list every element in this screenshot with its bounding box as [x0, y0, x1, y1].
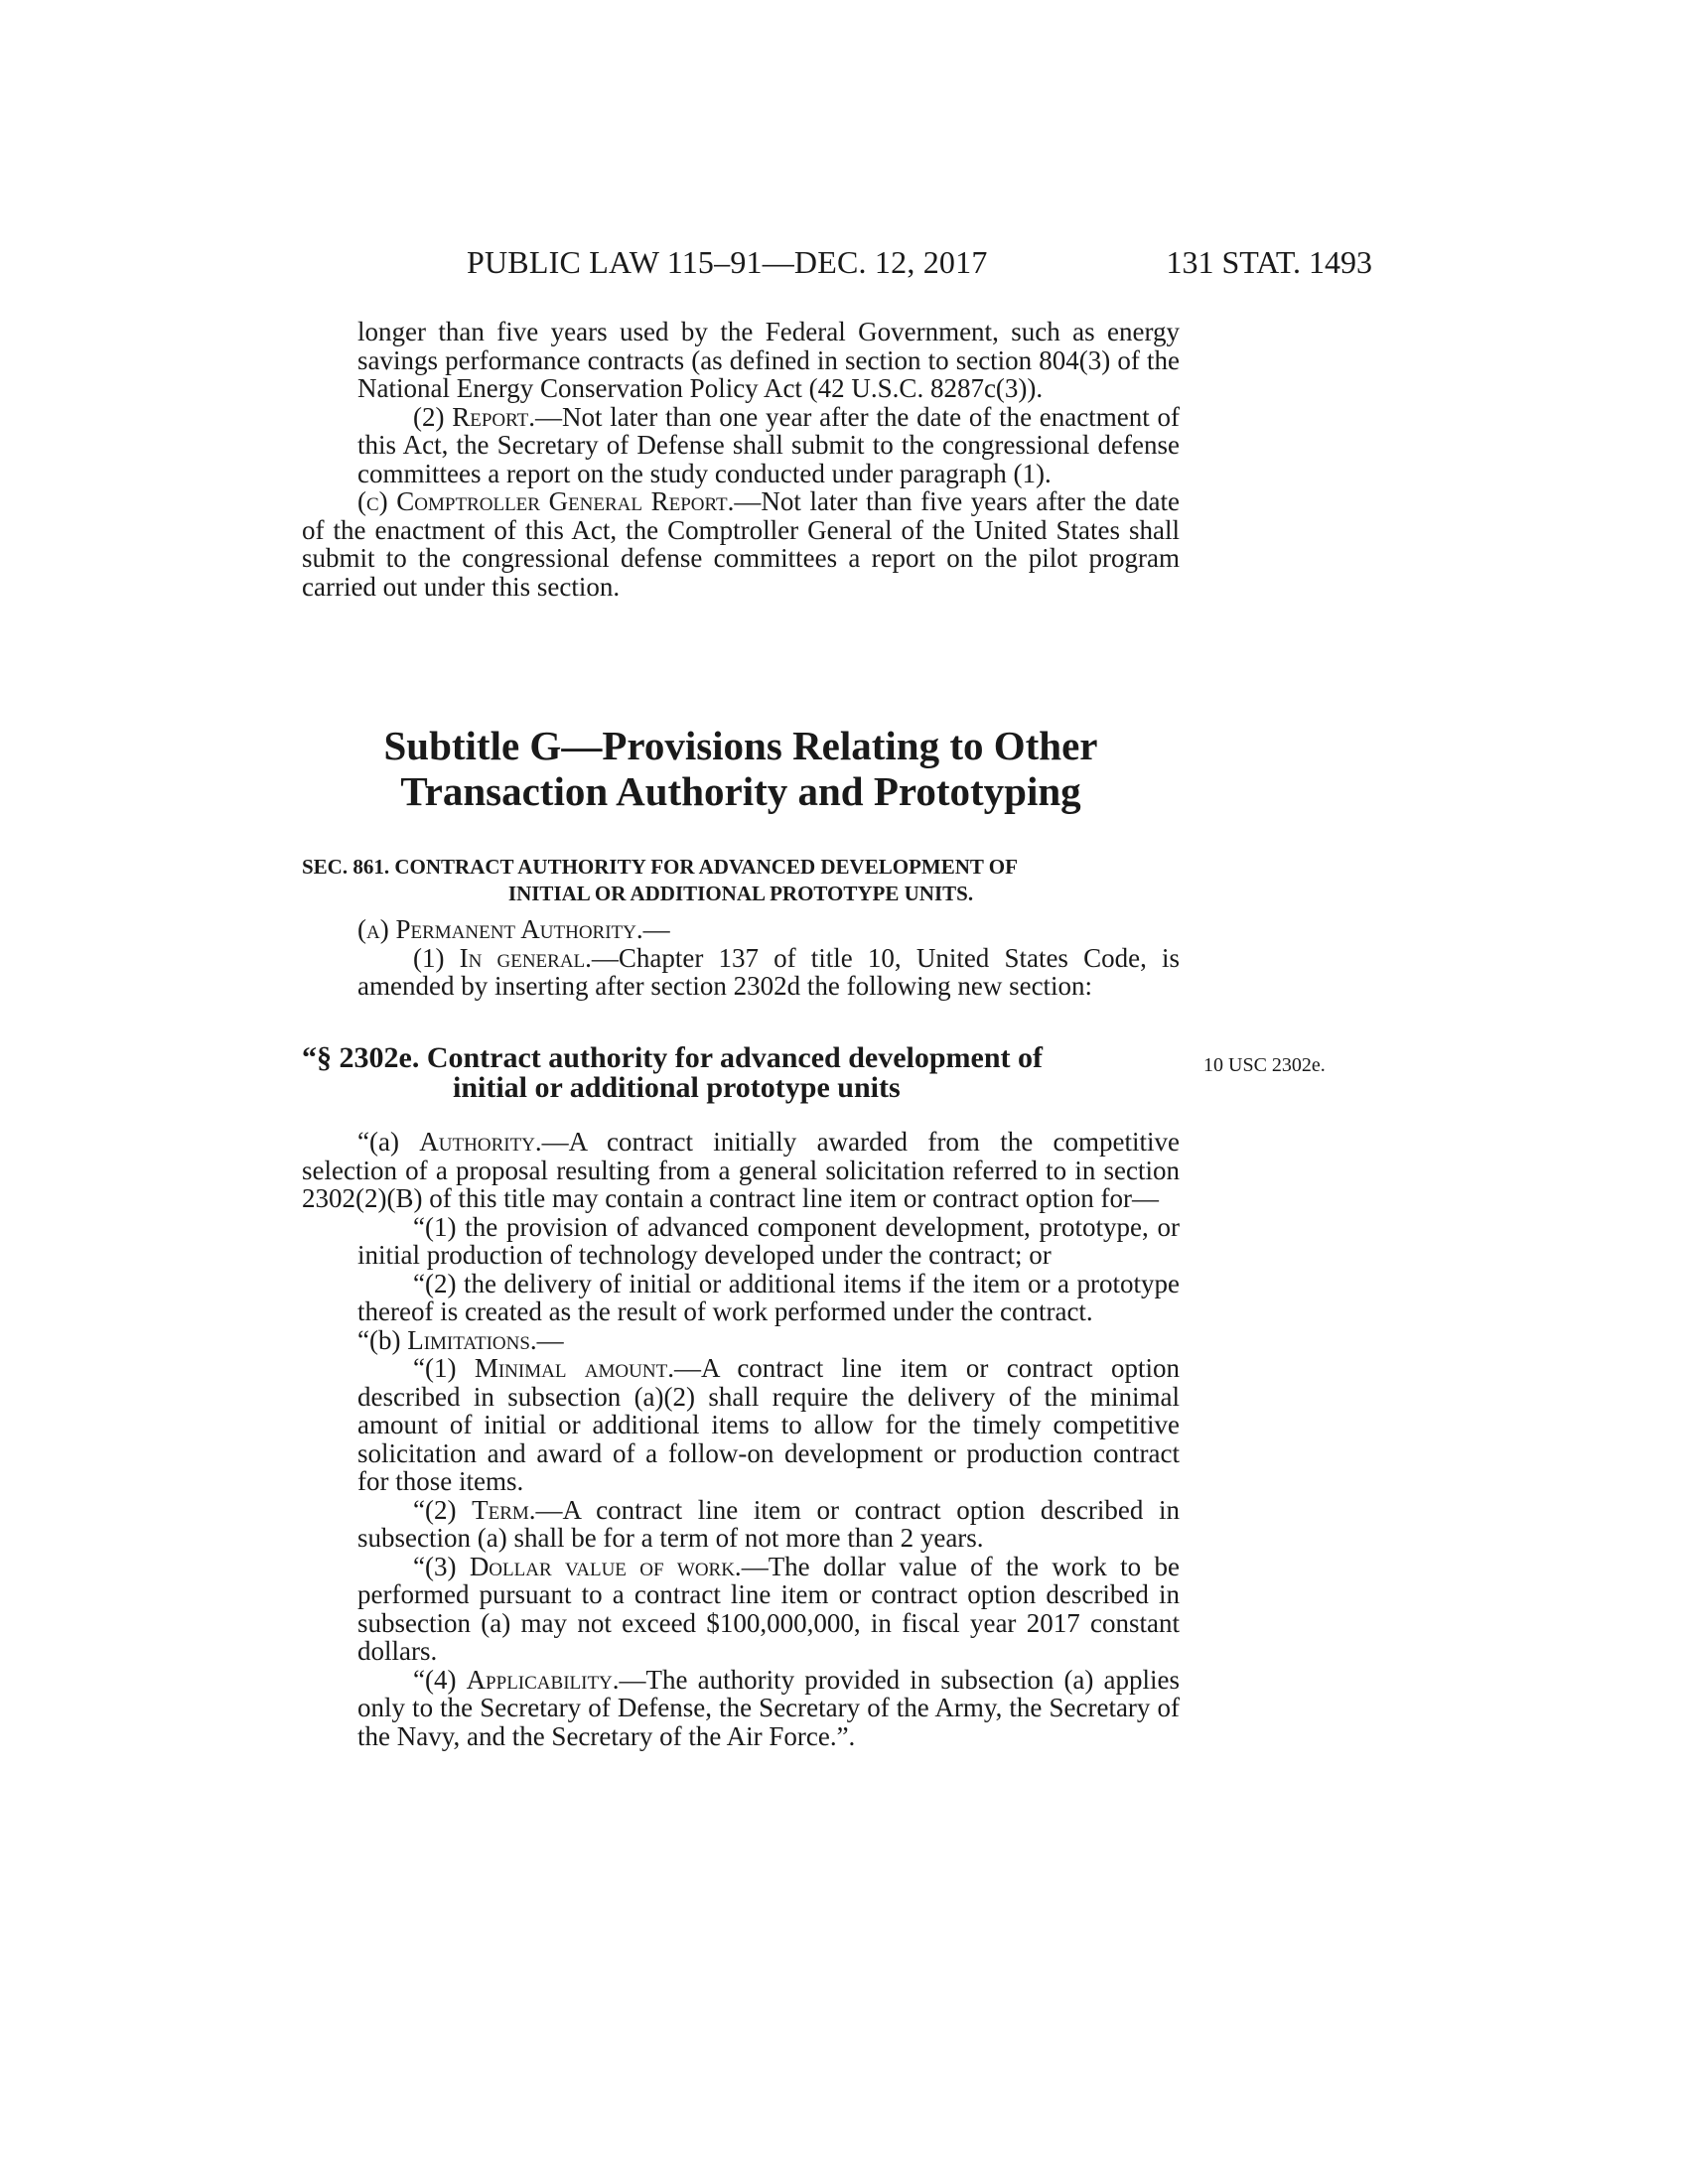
paragraph-head: (1) In general. [413, 942, 592, 973]
paragraph-authority: “(a) Authority.—A contract initially awarded from the competitive selection of a proposal resulting from a general solicitation referred to in section 2302(2)(B) of this title may contain a contract line item or contract option for— [302, 1127, 1180, 1213]
paragraph-a2: “(2) the delivery of initial or additional items if the item or a prototype thereof is created as the result of work performed under the contract. [357, 1268, 1180, 1326]
paragraph-head: Term. [472, 1494, 536, 1525]
paragraph-dollar-value: “(3) Dollar value of work.—The dollar value of the work to be performed pursuant to a contract line item or contract option described in subsection (a) may not exceed $100,000,000, in fiscal year 2017 constant dollars. [357, 1551, 1180, 1666]
subtitle-heading [302, 723, 1180, 814]
section-intro [302, 915, 1180, 1001]
section-heading [302, 854, 1180, 907]
paragraph-body: —The authority provided in subsection (a) applies only to the Secretary of Defense, the Secretary of the Army, the Secretary of the Navy, and the Secretary of the Air Force.”. [357, 1664, 1180, 1751]
paragraph-head: Authority. [419, 1127, 542, 1157]
paragraph-continuation: longer than five years used by the Federal Government, such as energy savings performance contracts (as defined in section to section 804(3) of the National Energy Conservation Policy Act (42 U.S.C. 8287c(3)). [357, 317, 1180, 403]
paragraph-body: —A contract line item or contract option described in subsection (a) shall be for a term of not more than 2 years. [357, 1494, 1180, 1553]
paragraph-body: —A contract line item or contract option described in subsection (a)(2) shall require the delivery of the minimal amount of initial or additional items to allow for the timely competitive solicitation and award of a follow-on development or production contract for those items. [357, 1353, 1181, 1496]
paragraph-head: Limitations. [407, 1324, 537, 1355]
paragraph-body: —A contract initially awarded from the competitive selection of a proposal resulting from a general solicitation referred to in section 2302(2)(B) of this title may contain a contract line item or contract option for— [302, 1127, 1180, 1213]
paragraph-head: (a) Permanent Authority. [357, 914, 643, 944]
paragraph-head: Dollar value of work. [469, 1551, 742, 1581]
paragraph-dash: — [642, 914, 670, 944]
paragraph-dash: — [536, 1324, 564, 1355]
paragraph-minimal-amount: “(1) Minimal amount.—A contract line item or contract option described in subsection (a)(2) shall require the delivery of the minimal amount of initial or additional items to allow for the timely competitive solicitation and award of a follow-on development or production contract for those items. [357, 1353, 1181, 1496]
subtitle-line-1: Subtitle G—Provisions Relating to Other [383, 723, 1098, 768]
public-law-date: PUBLIC LAW 115–91—DEC. 12, 2017 [467, 244, 988, 280]
paragraph-head: Minimal amount. [474, 1353, 674, 1383]
section-heading-line-1: SEC. 861. CONTRACT AUTHORITY FOR ADVANCED DEVELOPMENT OF [302, 855, 1018, 879]
paragraph-body: —Chapter 137 of title 10, United States Code, is amended by inserting after section 2302d the following new section: [357, 942, 1180, 1001]
paragraph-permanent-authority [302, 915, 1180, 944]
paragraph-head: (c) Comptroller General Report. [357, 486, 735, 516]
new-section-heading-line-2: initial or additional prototype units [453, 1071, 901, 1104]
new-section-heading [302, 1043, 1180, 1103]
section-heading-line-2: INITIAL OR ADDITIONAL PROTOTYPE UNITS. [507, 882, 974, 905]
new-section-body [302, 1128, 1180, 1750]
paragraph-term: “(2) Term.—A contract line item or contract option described in subsection (a) shall be for a term of not more than 2 years. [357, 1494, 1180, 1553]
paragraph-body: —The dollar value of the work to be performed pursuant to a contract line item or contract option described in subsection (a) may not exceed $100,000,000, in fiscal year 2017 constant dollars. [357, 1551, 1180, 1666]
paragraph-head: Applicability. [466, 1664, 620, 1695]
paragraph-limitations: “(b) Limitations.— [357, 1324, 564, 1355]
paragraph-comptroller-report [302, 487, 1180, 601]
paragraph-report [302, 403, 1180, 488]
paragraph-head: (2) Report. [413, 401, 536, 432]
subtitle-line-2: Transaction Authority and Prototyping [400, 768, 1081, 814]
paragraph-applicability: “(4) Applicability.—The authority provided in subsection (a) applies only to the Secretary of Defense, the Secretary of the Army, the Secretary of the Navy, and the Secretary of the Air Force.”. [357, 1664, 1180, 1751]
margin-note-usc: 10 USC 2302e. [1203, 1054, 1326, 1076]
top-text-block [302, 318, 1180, 601]
paragraph-body: —Not later than five years after the date of the enactment of this Act, the Comptroller General of the United States shall submit to the congressional defense committees a report on the pilot program carried out under this section. [302, 486, 1181, 602]
paragraph-body: —Not later than one year after the date of the enactment of this Act, the Secretary of Defense shall submit to the congressional defense committees a report on the study conducted under paragraph (1). [357, 401, 1180, 488]
paragraph-a1: “(1) the provision of advanced component development, prototype, or initial production of technology developed under the contract; or [357, 1211, 1180, 1270]
new-section-heading-line-1: “§ 2302e. Contract authority for advanced development of [302, 1041, 1044, 1074]
paragraph-in-general [302, 944, 1180, 1001]
stat-page-number: 131 STAT. 1493 [1166, 244, 1372, 280]
